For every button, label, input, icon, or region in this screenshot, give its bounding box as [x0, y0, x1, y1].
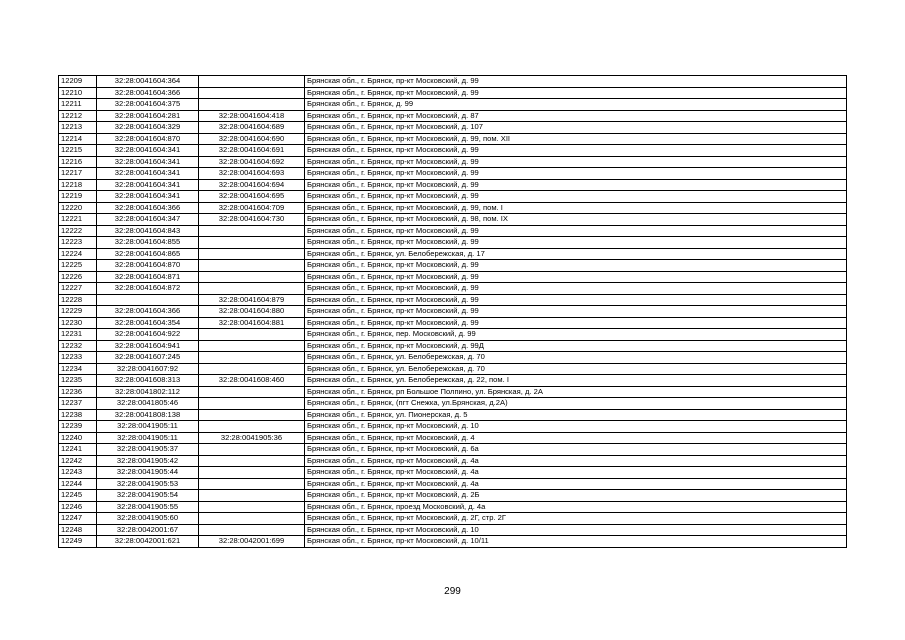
table-row [59, 409, 847, 421]
table-row [59, 283, 847, 295]
cadastral-number-cell: 32:28:0041604:341 [97, 156, 199, 168]
linked-cadastral-number-cell [199, 513, 305, 525]
address-cell: Брянская обл., г. Брянск, д. 99 [305, 99, 847, 111]
cadastral-number-cell: 32:28:0041604:922 [97, 329, 199, 341]
row-number-cell: 12231 [59, 329, 97, 341]
cadastral-number-cell: 32:28:0041604:843 [97, 225, 199, 237]
row-number-cell: 12242 [59, 455, 97, 467]
table-row [59, 260, 847, 272]
address-cell: Брянская обл., г. Брянск, пр-кт Московский, д. 99 [305, 87, 847, 99]
table-row [59, 490, 847, 502]
row-number-cell: 12218 [59, 179, 97, 191]
address-cell: Брянская обл., г. Брянск, пр-кт Московский, д. 99 [305, 145, 847, 157]
table-row [59, 467, 847, 479]
address-cell: Брянская обл., г. Брянск, пр-кт Московский, д. 107 [305, 122, 847, 134]
linked-cadastral-number-cell: 32:28:0041604:730 [199, 214, 305, 226]
cadastral-number-cell: 32:28:0041905:37 [97, 444, 199, 456]
table-row [59, 76, 847, 88]
cadastral-number-cell [97, 294, 199, 306]
row-number-cell: 12210 [59, 87, 97, 99]
address-cell: Брянская обл., г. Брянск, ул. Пионерская, д. 5 [305, 409, 847, 421]
linked-cadastral-number-cell [199, 409, 305, 421]
row-number-cell: 12241 [59, 444, 97, 456]
table-row [59, 110, 847, 122]
row-number-cell: 12248 [59, 524, 97, 536]
cadastral-number-cell: 32:28:0041604:366 [97, 202, 199, 214]
address-cell: Брянская обл., г. Брянск, пр-кт Московский, д. 98, пом. IX [305, 214, 847, 226]
cadastral-number-cell: 32:28:0041604:366 [97, 306, 199, 318]
linked-cadastral-number-cell: 32:28:0041604:881 [199, 317, 305, 329]
cadastral-number-cell: 32:28:0041905:11 [97, 432, 199, 444]
cadastral-number-cell: 32:28:0041805:46 [97, 398, 199, 410]
address-cell: Брянская обл., г. Брянск, ул. Белобережская, д. 22, пом. I [305, 375, 847, 387]
address-cell: Брянская обл., г. Брянск, пр-кт Московский, д. 4а [305, 467, 847, 479]
linked-cadastral-number-cell [199, 76, 305, 88]
address-cell: Брянская обл., г. Брянск, пр-кт Московский, д. 99 [305, 283, 847, 295]
cadastral-number-cell: 32:28:0041604:364 [97, 76, 199, 88]
table-row [59, 214, 847, 226]
table-row [59, 145, 847, 157]
table-row [59, 363, 847, 375]
row-number-cell: 12217 [59, 168, 97, 180]
table-row [59, 329, 847, 341]
address-cell: Брянская обл., г. Брянск, пр-кт Московский, д. 99 [305, 237, 847, 249]
table-row [59, 375, 847, 387]
linked-cadastral-number-cell: 32:28:0042001:699 [199, 536, 305, 548]
row-number-cell: 12213 [59, 122, 97, 134]
cadastral-number-cell: 32:28:0041604:855 [97, 237, 199, 249]
cadastral-number-cell: 32:28:0041604:281 [97, 110, 199, 122]
linked-cadastral-number-cell: 32:28:0041604:418 [199, 110, 305, 122]
table-row [59, 191, 847, 203]
linked-cadastral-number-cell [199, 329, 305, 341]
row-number-cell: 12214 [59, 133, 97, 145]
cadastral-number-cell: 32:28:0041604:341 [97, 179, 199, 191]
linked-cadastral-number-cell [199, 340, 305, 352]
cadastral-number-cell: 32:28:0041604:347 [97, 214, 199, 226]
address-cell: Брянская обл., г. Брянск, ул. Белобережская, д. 17 [305, 248, 847, 260]
table-row [59, 513, 847, 525]
table-row [59, 432, 847, 444]
table-row [59, 237, 847, 249]
row-number-cell: 12223 [59, 237, 97, 249]
table-row [59, 352, 847, 364]
cadastral-number-cell: 32:28:0041802:112 [97, 386, 199, 398]
linked-cadastral-number-cell: 32:28:0041604:690 [199, 133, 305, 145]
linked-cadastral-number-cell [199, 421, 305, 433]
table-row [59, 386, 847, 398]
linked-cadastral-number-cell [199, 352, 305, 364]
address-cell: Брянская обл., г. Брянск, пр-кт Московский, д. 99 [305, 271, 847, 283]
table-row [59, 306, 847, 318]
address-cell: Брянская обл., г. Брянск, пр-кт Московский, д. 99 [305, 260, 847, 272]
cadastral-number-cell: 32:28:0042001:67 [97, 524, 199, 536]
address-cell: Брянская обл., г. Брянск, пр-кт Московский, д. 99 [305, 191, 847, 203]
cadastral-number-cell: 32:28:0041808:138 [97, 409, 199, 421]
table-row [59, 340, 847, 352]
table-row [59, 225, 847, 237]
table-row [59, 248, 847, 260]
address-cell: Брянская обл., г. Брянск, пр-кт Московский, д. 99 [305, 156, 847, 168]
linked-cadastral-number-cell: 32:28:0041608:460 [199, 375, 305, 387]
linked-cadastral-number-cell: 32:28:0041604:880 [199, 306, 305, 318]
table-row [59, 122, 847, 134]
table-row [59, 99, 847, 111]
address-cell: Брянская обл., г. Брянск, пр-кт Московский, д. 4а [305, 478, 847, 490]
linked-cadastral-number-cell [199, 237, 305, 249]
linked-cadastral-number-cell: 32:28:0041604:693 [199, 168, 305, 180]
table-row [59, 501, 847, 513]
row-number-cell: 12236 [59, 386, 97, 398]
linked-cadastral-number-cell [199, 467, 305, 479]
linked-cadastral-number-cell [199, 501, 305, 513]
row-number-cell: 12240 [59, 432, 97, 444]
cadastral-number-cell: 32:28:0041607:92 [97, 363, 199, 375]
cadastral-number-cell: 32:28:0041604:354 [97, 317, 199, 329]
cadastral-number-cell: 32:28:0041604:341 [97, 168, 199, 180]
cadastral-number-cell: 32:28:0041604:366 [97, 87, 199, 99]
row-number-cell: 12224 [59, 248, 97, 260]
table-row [59, 156, 847, 168]
row-number-cell: 12215 [59, 145, 97, 157]
address-cell: Брянская обл., г. Брянск, пр-кт Московский, д. 99, пом. XII [305, 133, 847, 145]
table-row [59, 294, 847, 306]
address-cell: Брянская обл., г. Брянск, пр-кт Московский, д. 99 [305, 306, 847, 318]
address-cell: Брянская обл., г. Брянск, пр-кт Московский, д. 99 [305, 76, 847, 88]
row-number-cell: 12245 [59, 490, 97, 502]
row-number-cell: 12233 [59, 352, 97, 364]
table-row [59, 478, 847, 490]
row-number-cell: 12237 [59, 398, 97, 410]
linked-cadastral-number-cell [199, 386, 305, 398]
address-cell: Брянская обл., г. Брянск, рп Большое Полпино, ул. Брянская, д. 2А [305, 386, 847, 398]
address-cell: Брянская обл., г. Брянск, пр-кт Московский, д. 99 [305, 179, 847, 191]
row-number-cell: 12234 [59, 363, 97, 375]
cadastral-number-cell: 32:28:0041604:941 [97, 340, 199, 352]
table-row [59, 444, 847, 456]
linked-cadastral-number-cell [199, 363, 305, 375]
linked-cadastral-number-cell: 32:28:0041604:691 [199, 145, 305, 157]
row-number-cell: 12212 [59, 110, 97, 122]
address-cell: Брянская обл., г. Брянск, пр-кт Московский, д. 87 [305, 110, 847, 122]
table-row [59, 455, 847, 467]
row-number-cell: 12249 [59, 536, 97, 548]
registry-table-body [59, 76, 847, 548]
cadastral-number-cell: 32:28:0042001:621 [97, 536, 199, 548]
cadastral-number-cell: 32:28:0041604:870 [97, 260, 199, 272]
linked-cadastral-number-cell [199, 260, 305, 272]
address-cell: Брянская обл., г. Брянск, пр-кт Московский, д. 99 [305, 294, 847, 306]
linked-cadastral-number-cell [199, 524, 305, 536]
address-cell: Брянская обл., г. Брянск, пр-кт Московский, д. 4 [305, 432, 847, 444]
row-number-cell: 12222 [59, 225, 97, 237]
linked-cadastral-number-cell [199, 271, 305, 283]
row-number-cell: 12228 [59, 294, 97, 306]
cadastral-number-cell: 32:28:0041604:865 [97, 248, 199, 260]
table-row [59, 179, 847, 191]
cadastral-number-cell: 32:28:0041604:329 [97, 122, 199, 134]
table-row [59, 524, 847, 536]
address-cell: Брянская обл., г. Брянск, пер. Московский, д. 99 [305, 329, 847, 341]
linked-cadastral-number-cell: 32:28:0041604:695 [199, 191, 305, 203]
address-cell: Брянская обл., г. Брянск, пр-кт Московский, д. 99Д [305, 340, 847, 352]
row-number-cell: 12226 [59, 271, 97, 283]
linked-cadastral-number-cell [199, 248, 305, 260]
linked-cadastral-number-cell: 32:28:0041604:689 [199, 122, 305, 134]
row-number-cell: 12216 [59, 156, 97, 168]
address-cell: Брянская обл., г. Брянск, пр-кт Московский, д. 10 [305, 421, 847, 433]
address-cell: Брянская обл., г. Брянск, пр-кт Московский, д. 2Б [305, 490, 847, 502]
table-row [59, 87, 847, 99]
cadastral-number-cell: 32:28:0041604:871 [97, 271, 199, 283]
cadastral-number-cell: 32:28:0041905:53 [97, 478, 199, 490]
cadastral-number-cell: 32:28:0041905:54 [97, 490, 199, 502]
row-number-cell: 12238 [59, 409, 97, 421]
linked-cadastral-number-cell [199, 99, 305, 111]
cadastral-number-cell: 32:28:0041604:375 [97, 99, 199, 111]
row-number-cell: 12247 [59, 513, 97, 525]
table-row [59, 398, 847, 410]
linked-cadastral-number-cell: 32:28:0041604:709 [199, 202, 305, 214]
cadastral-number-cell: 32:28:0041905:44 [97, 467, 199, 479]
table-row [59, 271, 847, 283]
row-number-cell: 12221 [59, 214, 97, 226]
linked-cadastral-number-cell [199, 455, 305, 467]
cadastral-number-cell: 32:28:0041607:245 [97, 352, 199, 364]
row-number-cell: 12229 [59, 306, 97, 318]
address-cell: Брянская обл., г. Брянск, пр-кт Московский, д. 2Г, стр. 2Г [305, 513, 847, 525]
linked-cadastral-number-cell: 32:28:0041604:694 [199, 179, 305, 191]
linked-cadastral-number-cell [199, 478, 305, 490]
row-number-cell: 12239 [59, 421, 97, 433]
address-cell: Брянская обл., г. Брянск, (пгт Снежка, ул.Брянская, д.2А) [305, 398, 847, 410]
row-number-cell: 12232 [59, 340, 97, 352]
cadastral-number-cell: 32:28:0041905:60 [97, 513, 199, 525]
address-cell: Брянская обл., г. Брянск, ул. Белобережская, д. 70 [305, 363, 847, 375]
row-number-cell: 12246 [59, 501, 97, 513]
registry-table [58, 75, 847, 548]
cadastral-number-cell: 32:28:0041604:870 [97, 133, 199, 145]
address-cell: Брянская обл., г. Брянск, пр-кт Московский, д. 4а [305, 455, 847, 467]
cadastral-number-cell: 32:28:0041604:341 [97, 191, 199, 203]
table-row [59, 202, 847, 214]
row-number-cell: 12219 [59, 191, 97, 203]
cadastral-number-cell: 32:28:0041905:42 [97, 455, 199, 467]
table-row [59, 421, 847, 433]
address-cell: Брянская обл., г. Брянск, пр-кт Московский, д. 6а [305, 444, 847, 456]
address-cell: Брянская обл., г. Брянск, пр-кт Московский, д. 99, пом. I [305, 202, 847, 214]
cadastral-number-cell: 32:28:0041604:341 [97, 145, 199, 157]
row-number-cell: 12225 [59, 260, 97, 272]
address-cell: Брянская обл., г. Брянск, пр-кт Московский, д. 10/11 [305, 536, 847, 548]
linked-cadastral-number-cell: 32:28:0041604:879 [199, 294, 305, 306]
linked-cadastral-number-cell: 32:28:0041905:36 [199, 432, 305, 444]
table-row [59, 536, 847, 548]
linked-cadastral-number-cell [199, 283, 305, 295]
cadastral-number-cell: 32:28:0041905:55 [97, 501, 199, 513]
linked-cadastral-number-cell [199, 444, 305, 456]
linked-cadastral-number-cell [199, 225, 305, 237]
row-number-cell: 12227 [59, 283, 97, 295]
cadastral-number-cell: 32:28:0041608:313 [97, 375, 199, 387]
cadastral-number-cell: 32:28:0041604:872 [97, 283, 199, 295]
linked-cadastral-number-cell [199, 398, 305, 410]
table-row [59, 133, 847, 145]
row-number-cell: 12235 [59, 375, 97, 387]
linked-cadastral-number-cell [199, 87, 305, 99]
linked-cadastral-number-cell: 32:28:0041604:692 [199, 156, 305, 168]
table-row [59, 317, 847, 329]
address-cell: Брянская обл., г. Брянск, ул. Белобережская, д. 70 [305, 352, 847, 364]
address-cell: Брянская обл., г. Брянск, пр-кт Московский, д. 10 [305, 524, 847, 536]
linked-cadastral-number-cell [199, 490, 305, 502]
row-number-cell: 12211 [59, 99, 97, 111]
row-number-cell: 12244 [59, 478, 97, 490]
row-number-cell: 12209 [59, 76, 97, 88]
page-number: 299 [444, 586, 461, 597]
row-number-cell: 12230 [59, 317, 97, 329]
cadastral-number-cell: 32:28:0041905:11 [97, 421, 199, 433]
address-cell: Брянская обл., г. Брянск, проезд Московский, д. 4а [305, 501, 847, 513]
row-number-cell: 12243 [59, 467, 97, 479]
address-cell: Брянская обл., г. Брянск, пр-кт Московский, д. 99 [305, 317, 847, 329]
address-cell: Брянская обл., г. Брянск, пр-кт Московский, д. 99 [305, 168, 847, 180]
address-cell: Брянская обл., г. Брянск, пр-кт Московский, д. 99 [305, 225, 847, 237]
table-row [59, 168, 847, 180]
row-number-cell: 12220 [59, 202, 97, 214]
